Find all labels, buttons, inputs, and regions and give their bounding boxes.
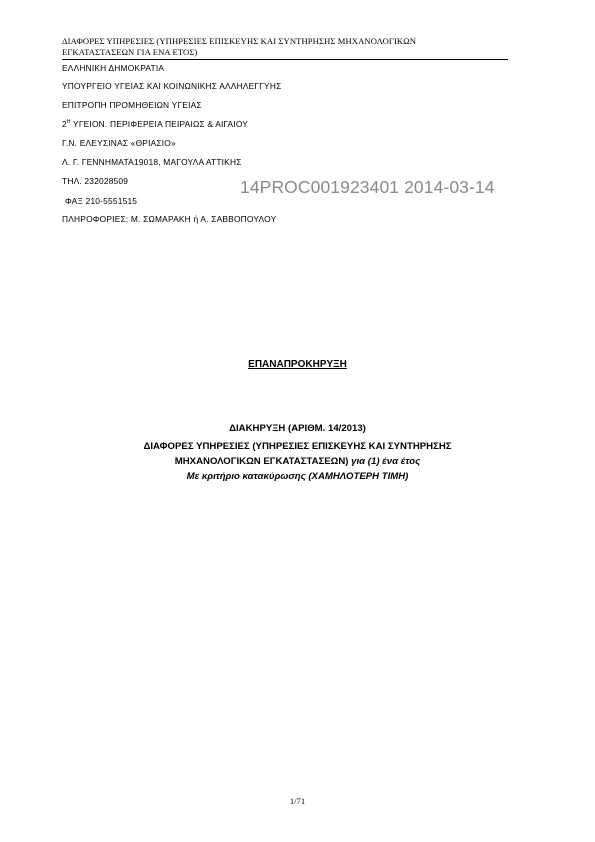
- republic-line: ΕΛΛΗΝΙΚΗ ΔΗΜΟΚΡΑΤΙΑ: [62, 63, 165, 73]
- committee-line: ΕΠΙΤΡΟΠΗ ΠΡΟΜΗΘΕΙΩΝ ΥΓΕΙΑΣ: [62, 100, 202, 110]
- declaration-number: ΔΙΑΚΗΡΥΞΗ (ΑΡΙΘΜ. 14/2013): [229, 423, 366, 434]
- contact-line: ΠΛΗΡΟΦΟΡΙΕΣ: Μ. ΣΩΜΑΡΑΚΗ ή Α. ΣΑΒΒΟΠΟΥΛΟΥ: [62, 214, 277, 224]
- document-title: ΕΠΑΝΑΠΡΟΚΗΡΥΞΗ: [248, 359, 347, 370]
- hospital-line: Γ.Ν. ΕΛΕΥΣΙΝΑΣ «ΘΡΙΑΣΙΟ»: [62, 138, 176, 148]
- running-header-line-1: ΔΙΑΦΟΡΕΣ ΥΠΗΡΕΣΙΕΣ (ΥΠΗΡΕΣΙΕΣ ΕΠΙΣΚΕΥΗΣ ΚΑΙ ΣΥΝΤΗΡΗΣΗΣ ΜΗΧΑΝΟΛΟΓΙΚΩΝ: [62, 36, 417, 46]
- services-line-1: ΔΙΑΦΟΡΕΣ ΥΠΗΡΕΣΙΕΣ (ΥΠΗΡΕΣΙΕΣ ΕΠΙΣΚΕΥΗΣ ΚΑΙ ΣΥΝΤΗΡΗΣΗΣ: [143, 441, 452, 452]
- services-duration: για (1) ένα έτος: [348, 456, 421, 467]
- fax-line: ΦΑΞ 210-5551515: [65, 196, 138, 206]
- ministry-line: ΥΠΟΥΡΓΕΙΟ ΥΓΕΙΑΣ ΚΑΙ ΚΟΙΝΩΝΙΚΗΣ ΑΛΛΗΛΕΓΓΥΗΣ: [62, 81, 282, 91]
- document-stamp: 14PROC001923401 2014-03-14: [240, 177, 495, 197]
- region-ordinal-suffix: Η: [66, 119, 71, 126]
- running-header-line-2: ΕΓΚΑΤΑΣΤΑΣΕΩΝ ΓΙΑ ΕΝΑ ΕΤΟΣ): [62, 47, 198, 57]
- region-text: ΥΓΕΙΟΝ. ΠΕΡΙΦΕΡΕΙΑ ΠΕΙΡΑΙΩΣ & ΑΙΓΑΙΟΥ: [70, 119, 249, 129]
- services-line-2-main: ΜΗΧΑΝΟΛΟΓΙΚΩΝ ΕΓΚΑΤΑΣΤΑΣΕΩΝ): [174, 456, 349, 467]
- page-number: 1/71: [289, 796, 306, 806]
- services-line-2: [60, 456, 535, 467]
- running-header: [62, 36, 508, 60]
- phone-line: ΤΗΛ. 232028509: [62, 176, 129, 186]
- award-criterion: Με κριτήριο κατακύρωσης (ΧΑΜΗΛΟΤΕΡΗ ΤΙΜΗ): [186, 471, 409, 482]
- region-number: 2: [62, 119, 67, 129]
- region-line: [62, 119, 248, 129]
- address-line: Λ. Γ. ΓΕΝΝΗΜΑΤΑ19018, ΜΑΓΟΥΛΑ ΑΤΤΙΚΗΣ: [62, 157, 242, 167]
